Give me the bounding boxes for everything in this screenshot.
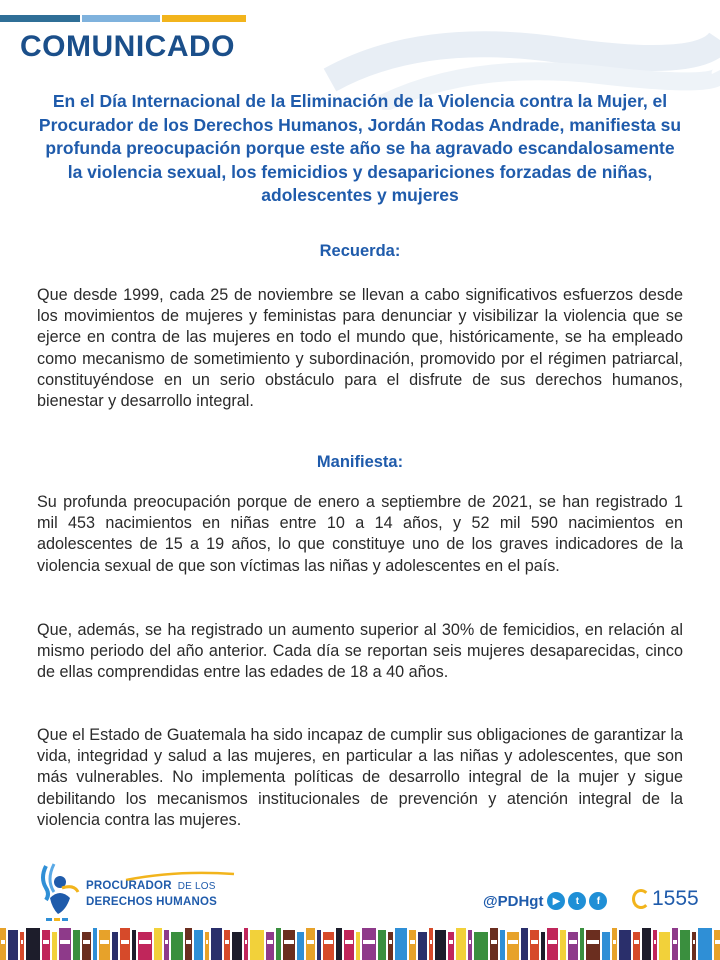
weave-accent	[449, 940, 453, 944]
section-heading-manifiesta: Manifiesta:	[316, 453, 404, 471]
weave-accent	[410, 940, 415, 944]
headline: En el Día Internacional de la Eliminación de la Violencia contra la Mujer, el Procurador de los Derechos Humanos, Jordán Rodas Andrade, manifiesta su profunda preocupación porque este año se ha agravado escandalosamente la violencia sexual, los femicidios y desapariciones forzadas de niñas, adolescentes y mujeres	[38, 91, 682, 205]
twitter-icon[interactable]: t	[568, 892, 586, 910]
weave-stripe	[323, 932, 334, 960]
weave-stripe	[283, 930, 295, 960]
logo-word-de-los: DE LOS	[177, 881, 216, 892]
paragraph-manifiesta-2: Que, además, se ha registrado un aumento superior al 30% de femicidios, en relación al mismo periodo del año anterior. Cada día se reportan seis mujeres desaparecidas, cinco de ellas comprendidas entre las edades de 18 a 40 años.	[37, 621, 683, 682]
weave-stripe	[297, 932, 304, 960]
weave-stripe	[418, 932, 427, 960]
weave-stripe	[560, 930, 566, 960]
weave-stripe	[171, 932, 183, 960]
weave-accent	[307, 940, 314, 944]
weave-stripe	[336, 928, 342, 960]
weave-stripe	[99, 930, 110, 960]
pdh-emblem-icon	[36, 858, 82, 924]
weave-stripe	[474, 932, 488, 960]
weave-stripe	[456, 928, 466, 960]
weave-stripe	[541, 932, 545, 960]
weave-stripe	[568, 932, 578, 960]
weave-stripe	[642, 928, 651, 960]
weave-stripe	[507, 932, 519, 960]
header-color-bars	[0, 15, 246, 23]
weave-stripe	[409, 930, 416, 960]
weave-stripe	[266, 932, 274, 960]
youtube-icon[interactable]: ▶	[547, 892, 565, 910]
weave-stripe	[468, 930, 472, 960]
paragraph-manifiesta-1: Su profunda preocupación porque de enero a septiembre de 2021, se han registrado 1 mil 453 nacimientos en niñas entre 10 a 14 años, y 52 mil 590 nacimientos en adolescentes de 15 a 19 años, lo que constituye uno de los graves indicadores de la violencia sexual de que son víctimas las niñas y adolescentes en el país.	[37, 493, 683, 575]
weave-accent	[139, 940, 151, 944]
weave-stripe	[692, 932, 696, 960]
weave-stripe	[52, 932, 57, 960]
weave-accent	[569, 940, 577, 944]
weave-accent	[548, 940, 557, 944]
weave-stripe	[138, 932, 152, 960]
weave-accent	[673, 940, 677, 944]
weave-accent	[83, 940, 90, 944]
weave-accent	[245, 940, 247, 944]
weave-stripe	[602, 932, 610, 960]
weave-stripe	[619, 930, 631, 960]
logo-line1	[86, 880, 216, 892]
weave-accent	[121, 940, 129, 944]
weave-stripe	[224, 930, 230, 960]
logo-line2: DERECHOS HUMANOS	[86, 896, 217, 908]
weave-accent	[654, 940, 656, 944]
page-title: COMUNICADO	[20, 30, 235, 63]
weave-stripe	[112, 932, 118, 960]
weave-accent	[587, 940, 599, 944]
weave-accent	[206, 940, 208, 944]
weave-stripe	[659, 932, 670, 960]
weave-stripe	[653, 930, 657, 960]
weave-stripe	[633, 932, 640, 960]
weave-accent	[389, 940, 392, 944]
weave-stripe	[698, 928, 712, 960]
weave-stripe	[93, 928, 97, 960]
paragraph-manifiesta-3: Que el Estado de Guatemala ha sido incapaz de cumplir sus obligaciones de garantizar la vida, integridad y salud a las mujeres, en particular a las niñas y adolescentes, que son más vulnerables. No implementa políticas de desarrollo integral de la mujer y sigue debilitando los mecanismos institucionales de prevención y atención integral de la violencia contra las mujeres.	[37, 726, 683, 829]
weave-stripe	[8, 930, 18, 960]
pdh-logo	[36, 858, 216, 928]
weave-stripe	[317, 930, 321, 960]
weave-accent	[60, 940, 70, 944]
weave-accent	[100, 940, 109, 944]
weave-accent	[267, 940, 273, 944]
weave-accent	[634, 940, 639, 944]
weave-stripe	[194, 930, 203, 960]
weave-stripe	[73, 930, 80, 960]
weave-stripe	[211, 928, 222, 960]
header-bar-light	[82, 15, 160, 22]
header-bar-yellow	[162, 15, 246, 22]
weave-stripe	[250, 930, 264, 960]
weave-stripe	[395, 928, 407, 960]
weave-accent	[693, 940, 695, 944]
weave-stripe	[154, 928, 162, 960]
weave-stripe	[82, 932, 91, 960]
weave-stripe	[232, 932, 242, 960]
weave-accent	[508, 940, 518, 944]
weave-stripe	[580, 928, 584, 960]
weave-stripe	[42, 930, 50, 960]
textile-weave	[0, 928, 720, 960]
weave-stripe	[164, 930, 169, 960]
weave-accent	[225, 940, 229, 944]
facebook-icon[interactable]: f	[589, 892, 607, 910]
weave-accent	[531, 940, 538, 944]
section-heading-recuerda: Recuerda:	[319, 242, 401, 260]
weave-accent	[21, 940, 23, 944]
weave-stripe	[276, 928, 281, 960]
weave-stripe	[378, 930, 386, 960]
weave-stripe	[132, 930, 136, 960]
weave-accent	[165, 940, 168, 944]
weave-accent	[715, 940, 720, 944]
weave-accent	[491, 940, 497, 944]
weave-stripe	[521, 928, 528, 960]
weave-accent	[430, 940, 432, 944]
paragraph-recuerda: Que desde 1999, cada 25 de noviembre se llevan a cabo significativos esfuerzos desde los movimientos de mujeres y feministas para denunciar y visibilizar la violencia que se ejerce en contra de las mujeres en todo el mundo que, históricamente, se ha empleado como mecanismo de sometimiento y subordinación, promovido por el régimen patriarcal, constituyéndose en un serio obstáculo para el disfrute de sus derechos humanos, bienestar y desarrollo integral.	[37, 286, 683, 411]
social-handle[interactable]: @PDHgt	[483, 892, 544, 910]
weave-stripe	[714, 930, 720, 960]
weave-stripe	[530, 930, 539, 960]
social-links	[483, 890, 610, 912]
weave-accent	[324, 940, 333, 944]
weave-stripe	[344, 930, 354, 960]
weave-accent	[363, 940, 375, 944]
weave-stripe	[205, 932, 209, 960]
weave-stripe	[500, 930, 505, 960]
logo-word-procurador: PROCURADOR	[86, 880, 172, 892]
weave-stripe	[435, 930, 446, 960]
weave-accent	[284, 940, 294, 944]
weave-stripe	[356, 932, 360, 960]
weave-stripe	[448, 932, 454, 960]
weave-accent	[613, 940, 616, 944]
textile-pattern-band	[0, 922, 720, 960]
weave-accent	[43, 940, 49, 944]
weave-stripe	[680, 930, 690, 960]
weave-stripe	[388, 932, 393, 960]
weave-stripe	[26, 928, 40, 960]
weave-stripe	[586, 930, 600, 960]
weave-accent	[1, 940, 5, 944]
header-bar-dark	[0, 15, 80, 22]
weave-accent	[186, 940, 191, 944]
weave-accent	[469, 940, 471, 944]
phone-contact	[632, 887, 699, 911]
phone-number[interactable]: 1555	[652, 887, 699, 910]
weave-accent	[345, 940, 353, 944]
weave-stripe	[20, 932, 24, 960]
phone-icon	[632, 889, 650, 909]
